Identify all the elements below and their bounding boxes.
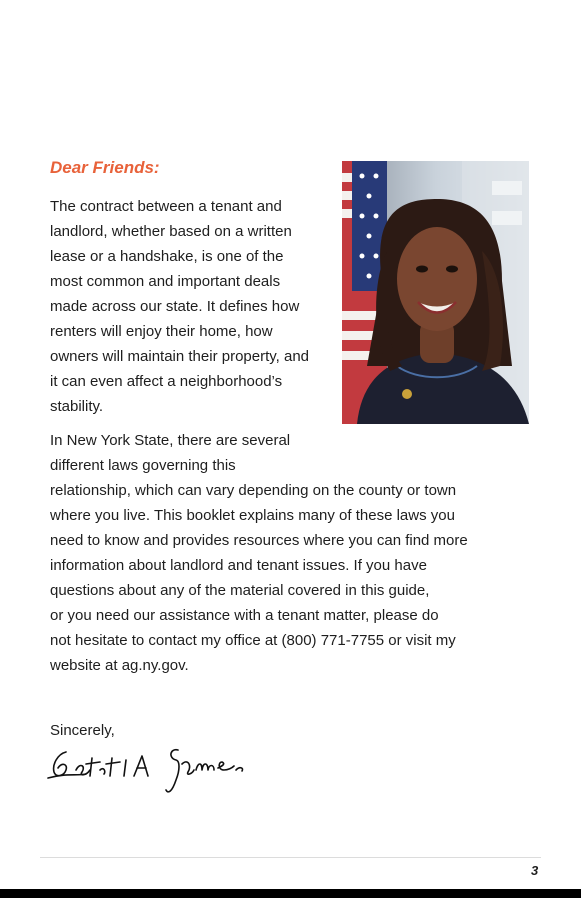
- paragraph-2-line: questions about any of the material covered in this guide,: [50, 582, 430, 599]
- paragraph-2-line: where you live. This booklet explains many of these laws you: [50, 507, 455, 524]
- letter-paragraph-1: The contract between a tenant and landlord, whether based on a written lease or a handshake, is one of the most common and important deals made across our state. It defines how renters will enjoy their home, how owners will maintain their property, and it can even affect a neighborhood’s stability.: [50, 198, 310, 415]
- bottom-border: [0, 889, 581, 898]
- letter-greeting: Dear Friends:: [50, 158, 160, 177]
- signature-icon: [46, 740, 251, 798]
- letter-body: [50, 194, 528, 687]
- page-number: 3: [531, 863, 539, 878]
- paragraph-2-line: information about landlord and tenant issues. If you have: [50, 557, 427, 574]
- footer-divider: [40, 857, 541, 858]
- paragraph-2-line: website at ag.ny.gov.: [50, 657, 189, 674]
- paragraph-2-line: need to know and provides resources where you can find more: [50, 532, 468, 549]
- paragraph-2-line: different laws governing this: [50, 457, 236, 474]
- letter-closing: Sincerely,: [50, 722, 115, 739]
- paragraph-2-line: or you need our assistance with a tenant matter, please do: [50, 607, 439, 624]
- paragraph-2-line: not hesitate to contact my office at (800) 771-7755 or visit my: [50, 632, 456, 649]
- paragraph-2-line: relationship, which can vary depending on the county or town: [50, 482, 457, 499]
- letter-paragraph-2: [50, 428, 528, 678]
- paragraph-2-line: In New York State, there are several: [50, 432, 291, 449]
